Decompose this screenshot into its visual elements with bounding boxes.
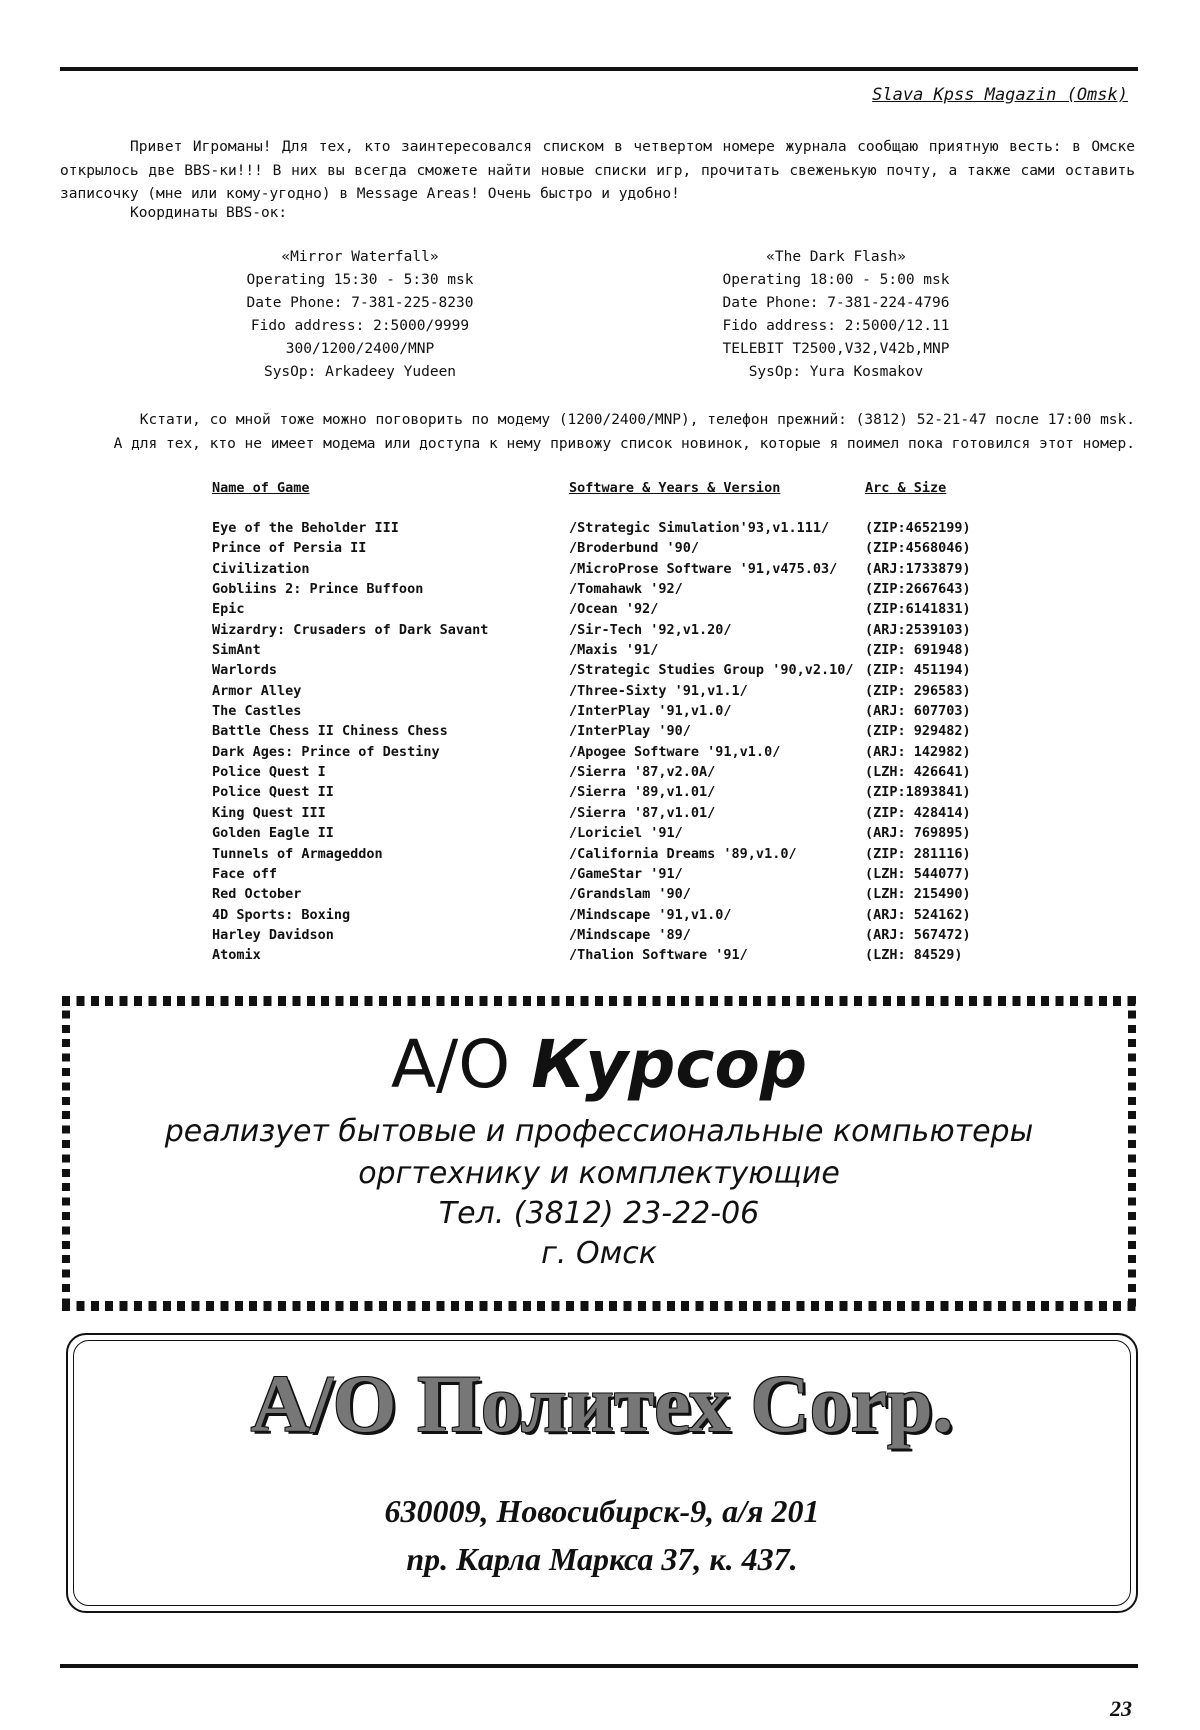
game-software: /Strategic Studies Group '90,v2.10/: [569, 662, 854, 679]
table-row: [212, 866, 992, 886]
game-software: /Tomahawk '92/: [569, 581, 683, 598]
game-archive: (ZIP: 451194): [865, 662, 971, 679]
dotted-border-bottom: [62, 1301, 1136, 1311]
header-software: Software & Years & Version: [569, 480, 781, 496]
followup-text: [60, 408, 1135, 456]
game-software: /Sierra '89,v1.01/: [569, 784, 716, 801]
game-name: 4D Sports: Boxing: [212, 906, 351, 923]
game-name: Police Quest II: [212, 784, 334, 801]
bbs-operating: Operating 15:30 - 5:30 msk: [246, 272, 474, 288]
game-archive: (ZIP:2667643): [865, 581, 971, 598]
game-archive: (ZIP:4568046): [865, 540, 971, 557]
game-name: Armor Alley: [212, 682, 302, 699]
bbs-sysop: SysOp: Yura Kosmakov: [748, 364, 924, 380]
game-archive: (ZIP: 281116): [865, 845, 971, 862]
game-software: /Loriciel '91/: [569, 825, 683, 842]
ad-kursor-phone: Тел. (3812) 23-22-06: [438, 1196, 760, 1231]
game-software: /Broderbund '90/: [569, 540, 700, 557]
table-row: [212, 784, 992, 804]
bbs-modem: 300/1200/2400/MNP: [285, 341, 435, 357]
ad-kursor-city: г. Омск: [541, 1236, 657, 1271]
bbs-phone: Date Phone: 7-381-224-4796: [722, 295, 950, 311]
table-row: [212, 886, 992, 906]
game-name: The Castles: [212, 703, 302, 720]
table-row: [212, 642, 992, 662]
table-row: [212, 622, 992, 642]
game-archive: (ZIP: 296583): [865, 682, 971, 699]
bbs-name: «Mirror Waterfall»: [281, 249, 439, 265]
bbs-phone: Date Phone: 7-381-225-8230: [246, 295, 474, 311]
games-table-body: [212, 520, 992, 968]
game-software: /California Dreams '89,v1.0/: [569, 845, 797, 862]
bbs-modem: TELEBIT T2500,V32,V42b,MNP: [722, 341, 950, 357]
intro-text: [60, 136, 1135, 207]
intro-paragraph: Привет Игроманы! Для тех, кто заинтересовался списком в четвертом номере журнала сообщаю приятную весть: в Омске открылось две BBS-ки!!! В них вы всегда сможете найти новые списки игр, прочитать свеженькую почту, а также сами оставить записочку (мне или кому-угодно) в Message Areas! Очень быстро и удобно!: [60, 139, 1135, 202]
game-archive: (ARJ: 607703): [865, 703, 971, 720]
game-name: SimAnt: [212, 642, 261, 659]
game-software: /Strategic Simulation'93,v1.111/: [569, 520, 830, 536]
ad-kursor: [62, 996, 1136, 1311]
game-software: /Mindscape '89/: [569, 926, 691, 943]
bbs-operating: Operating 18:00 - 5:00 msk: [722, 272, 950, 288]
game-archive: (ZIP: 929482): [865, 723, 971, 740]
table-row: [212, 683, 992, 703]
game-archive: (ZIP:1893841): [865, 784, 971, 801]
game-software: /Ocean '92/: [569, 601, 659, 618]
game-software: /Grandslam '90/: [569, 886, 691, 903]
header-arc: Arc & Size: [865, 480, 947, 496]
game-name: Tunnels of Armageddon: [212, 845, 383, 862]
game-name: Warlords: [212, 662, 278, 679]
table-row: [212, 927, 992, 947]
table-row: [212, 581, 992, 601]
top-rule: [60, 67, 1138, 71]
ad-politeh-address: пр. Карла Маркса 37, к. 437.: [406, 1541, 798, 1577]
game-name: Wizardry: Crusaders of Dark Savant: [212, 621, 489, 638]
table-row: [212, 540, 992, 560]
bbs-name: «The Dark Flash»: [766, 249, 906, 265]
table-row: [212, 825, 992, 845]
game-archive: (ARJ: 567472): [865, 926, 971, 943]
game-name: Dark Ages: Prince of Destiny: [212, 743, 440, 760]
games-table: [212, 480, 992, 968]
ad-politeh-title: A/O Политех Corp.: [250, 1358, 954, 1449]
table-row: [212, 520, 992, 540]
game-software: /Sir-Tech '92,v1.20/: [569, 621, 732, 638]
game-name: Police Quest I: [212, 764, 326, 781]
bbs-fido: Fido address: 2:5000/12.11: [722, 318, 950, 334]
table-row: [212, 561, 992, 581]
bbs-sysop: SysOp: Arkadeey Yudeen: [263, 364, 457, 380]
game-software: /InterPlay '90/: [569, 723, 691, 740]
game-software: /GameStar '91/: [569, 865, 683, 882]
table-row: [212, 744, 992, 764]
game-archive: (ARJ:2539103): [865, 621, 971, 638]
game-name: King Quest III: [212, 804, 326, 821]
ad-kursor-line: реализует бытовые и профессиональные компьютеры: [164, 1114, 1034, 1149]
page-number: 23: [1110, 1696, 1132, 1721]
game-archive: (ARJ:1733879): [865, 560, 971, 577]
table-row: [212, 601, 992, 621]
game-software: /Sierra '87,v1.01/: [569, 804, 716, 821]
table-row: [212, 805, 992, 825]
byline: Slava Kpss Magazin (Omsk): [872, 85, 1128, 105]
game-software: /InterPlay '91,v1.0/: [569, 703, 732, 720]
games-table-header: [212, 480, 992, 520]
ad-kursor-title-name: Курсор: [531, 1026, 808, 1103]
ad-kursor-line: оргтехнику и комплектующие: [358, 1156, 840, 1191]
game-software: /Mindscape '91,v1.0/: [569, 906, 732, 923]
game-archive: (LZH: 426641): [865, 764, 971, 781]
game-archive: (LZH: 84529): [865, 947, 963, 964]
game-name: Red October: [212, 886, 302, 903]
game-software: /Three-Sixty '91,v1.1/: [569, 682, 748, 699]
game-archive: (ARJ: 524162): [865, 906, 971, 923]
game-archive: (ARJ: 142982): [865, 743, 971, 760]
ad-kursor-title-prefix: A/O: [390, 1026, 532, 1103]
game-name: Battle Chess II Chiness Chess: [212, 723, 448, 740]
ad-politeh-address: 630009, Новосибирск-9, а/я 201: [384, 1493, 820, 1529]
header-name: Name of Game: [212, 480, 310, 496]
game-archive: (LZH: 544077): [865, 865, 971, 882]
game-software: /Maxis '91/: [569, 642, 659, 659]
table-row: [212, 703, 992, 723]
game-archive: (ZIP: 428414): [865, 804, 971, 821]
bbs-fido: Fido address: 2:5000/9999: [250, 318, 470, 334]
game-archive: (ARJ: 769895): [865, 825, 971, 842]
game-software: /Apogee Software '91,v1.0/: [569, 743, 781, 760]
game-name: Gobliins 2: Prince Buffoon: [212, 581, 424, 598]
coords-label: Координаты BBS-ок:: [130, 205, 288, 221]
table-row: [212, 846, 992, 866]
game-name: Civilization: [212, 560, 310, 577]
game-name: Harley Davidson: [212, 926, 334, 943]
game-name: Eye of the Beholder III: [212, 520, 399, 536]
game-name: Face off: [212, 865, 278, 882]
table-row: [212, 947, 992, 967]
bbs-listing: [160, 246, 560, 384]
game-name: Epic: [212, 601, 245, 618]
table-row: [212, 764, 992, 784]
bbs-listing: [636, 246, 1036, 384]
dotted-border-top: [62, 996, 1136, 1006]
game-archive: (ZIP:4652199): [865, 520, 971, 536]
table-row: [212, 907, 992, 927]
game-software: /Sierra '87,v2.0A/: [569, 764, 716, 781]
game-archive: (LZH: 215490): [865, 886, 971, 903]
followup-line: Кстати, со мной тоже можно поговорить по модему (1200/2400/MNP), телефон прежний: (3812) 52-21-47 после 17:00 msk.: [139, 412, 1135, 428]
game-archive: (ZIP:6141831): [865, 601, 971, 618]
bottom-rule: [60, 1664, 1138, 1668]
ad-politeh: [66, 1333, 1138, 1613]
game-archive: (ZIP: 691948): [865, 642, 971, 659]
ad-kursor-title: [62, 1026, 1136, 1103]
game-software: /MicroProse Software '91,v475.03/: [569, 560, 838, 577]
followup-line: А для тех, кто не имеет модема или доступа к нему привожу список новинок, которые я поимел пока готовился этот номер.: [113, 436, 1135, 452]
game-name: Golden Eagle II: [212, 825, 334, 842]
game-name: Atomix: [212, 947, 261, 964]
table-row: [212, 662, 992, 682]
table-row: [212, 723, 992, 743]
game-name: Prince of Persia II: [212, 540, 367, 557]
game-software: /Thalion Software '91/: [569, 947, 748, 964]
